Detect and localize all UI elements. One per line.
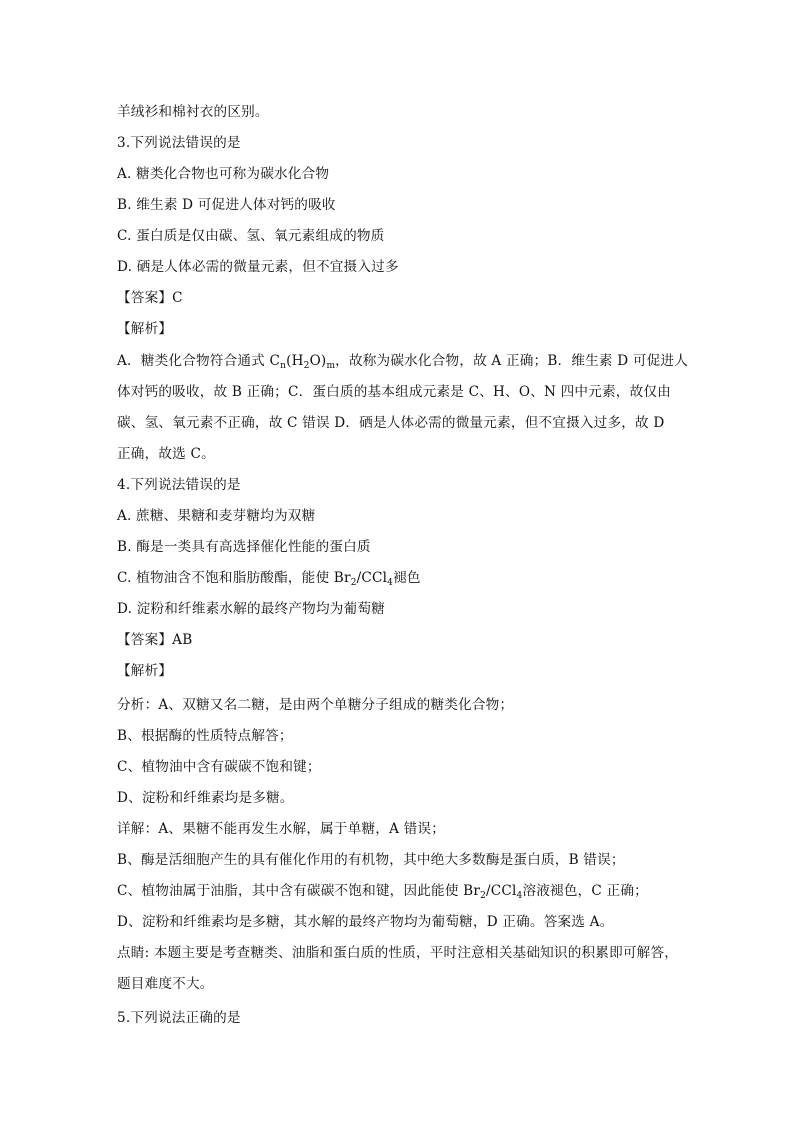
formula-subscript-n: n	[280, 361, 287, 371]
q3-option-d: D. 硒是人体必需的微量元素，但不宜摄入过多	[117, 259, 399, 275]
q3-analysis-line-1	[117, 352, 689, 375]
q4-option-c	[117, 569, 677, 592]
q4-option-a: A. 蔗糖、果糖和麦芽糖均为双糖	[117, 508, 316, 524]
q4-analysis-line: C、植物油中含有碳碳不饱和键；	[117, 759, 321, 775]
q4-key-point-line: 点睛: 本题主要是考查糖类、油脂和蛋白质的性质，平时注意相关基础知识的积累即可解答，	[117, 945, 679, 961]
q4-analysis-line: 详解：A、果糖不能再发生水解，属于单糖，A 错误；	[117, 821, 446, 837]
q5-stem: 5.下列说法正确的是	[117, 1010, 241, 1026]
q3-option-a: A. 糖类化合物也可称为碳水化合物	[117, 166, 330, 182]
q4-analysis-text: 溶液褪色，C 正确；	[522, 883, 648, 899]
formula-subscript: 2	[480, 891, 486, 901]
q4-analysis-heading: 【解析】	[117, 663, 173, 679]
q3-option-c: C. 蛋白质是仅由碳、氢、氧元素组成的物质	[117, 228, 385, 244]
q3-option-b: B. 维生素 D 可促进人体对钙的吸收	[117, 197, 336, 213]
q3-analysis-line-2: 体对钙的吸收，故 B 正确；C．蛋白质的基本组成元素是 C、H、O、N 四中元素，故仅由	[117, 384, 671, 400]
formula-subscript-m: m	[326, 361, 336, 371]
q4-key-point-line: 题目难度不大。	[117, 976, 214, 992]
q4-stem: 4.下列说法错误的是	[117, 477, 241, 493]
formula-subscript: 2	[350, 578, 357, 588]
continued-text: 羊绒衫和棉衬衣的区别。	[117, 104, 269, 120]
q3-answer: 【答案】C	[117, 290, 183, 306]
q4-answer: 【答案】AB	[117, 632, 193, 648]
q3-stem: 3.下列说法错误的是	[117, 135, 241, 151]
q4-option-c-text: C. 植物油含不饱和脂肪酸酯，能使 Br	[117, 570, 351, 586]
q4-analysis-line-c	[117, 882, 677, 905]
q4-analysis-line: B、酶是活细胞产生的具有催化作用的有机物，其中绝大多数酶是蛋白质，B 错误；	[117, 852, 625, 868]
formula-subscript: 4	[387, 578, 394, 588]
q3-analysis-line-3: 碳、氢、氧元素不正确，故 C 错误 D．硒是人体必需的微量元素，但不宜摄入过多，故 D	[117, 415, 665, 431]
q4-analysis-line: D、淀粉和纤维素均是多糖。	[117, 790, 294, 806]
q4-analysis-line: B、根据酶的性质特点解答；	[117, 728, 293, 744]
formula-text: O)	[309, 353, 327, 369]
q3-analysis-text: A．糖类化合物符合通式 C	[117, 353, 281, 369]
formula-text: /CCl	[486, 883, 517, 899]
q4-analysis-text: C、植物油属于油脂，其中含有碳碳不饱和键，因此能使 Br	[117, 883, 481, 899]
formula-subscript-2: 2	[303, 361, 310, 371]
formula-subscript: 4	[516, 891, 523, 901]
q4-analysis-line: D、淀粉和纤维素均是多糖，其水解的最终产物均为葡萄糖，D 正确。答案选 A。	[117, 914, 614, 930]
q4-option-b: B. 酶是一类具有高选择催化性能的蛋白质	[117, 539, 371, 555]
formula-text: (H	[286, 353, 304, 369]
q3-analysis-heading: 【解析】	[117, 321, 173, 337]
q3-analysis-text: ，故称为碳水化合物，故 A 正确；B．维生素 D 可促进人	[335, 353, 689, 369]
q4-option-d: D. 淀粉和纤维素水解的最终产物均为葡萄糖	[117, 601, 385, 617]
formula-text: /CCl	[356, 570, 388, 586]
q3-analysis-line-4: 正确，故选 C。	[117, 446, 215, 462]
q4-analysis-line: 分析：A、双糖又名二糖，是由两个单糖分子组成的糖类化合物；	[117, 697, 514, 713]
q4-option-c-text: 褪色	[393, 570, 421, 586]
